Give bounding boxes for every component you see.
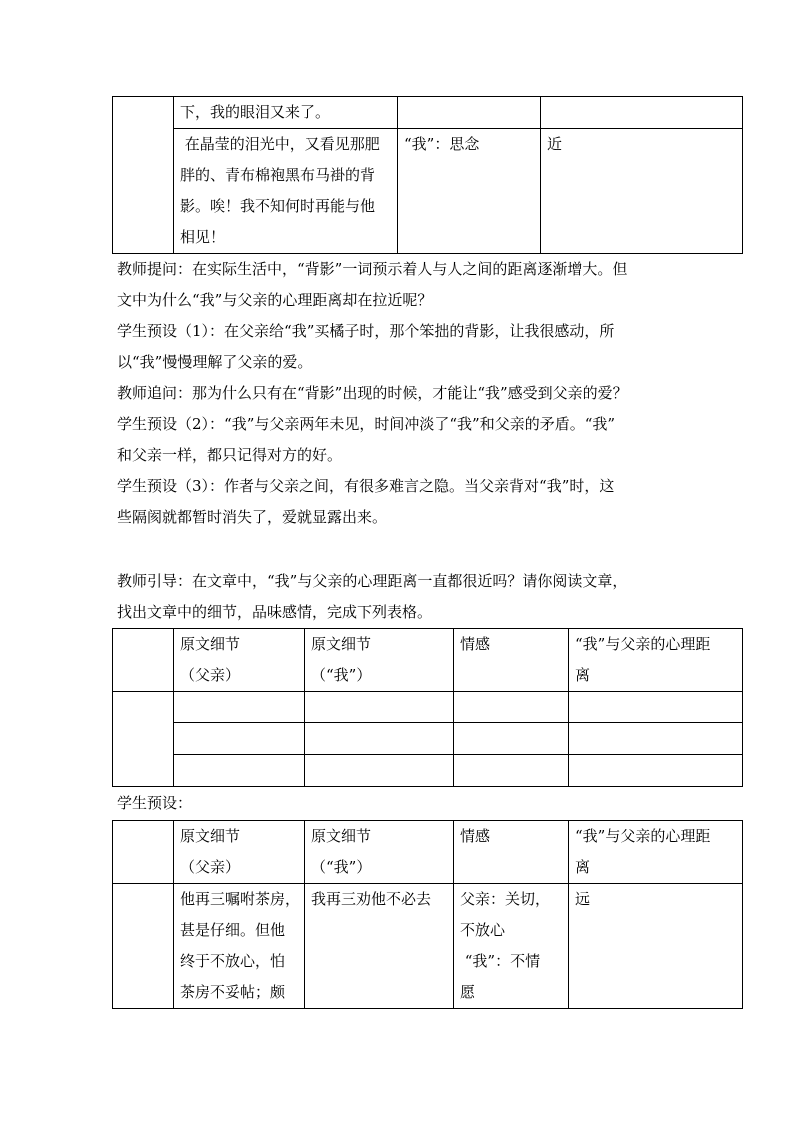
emotion-cell: “我”：思念 <box>398 129 541 254</box>
distance-cell <box>541 97 743 129</box>
section-cell <box>113 884 174 1009</box>
table-row <box>113 755 743 787</box>
distance-cell: 近 <box>541 129 743 254</box>
teacher-followup: 教师追问：那为什么只有在“背影”出现的时候，才能让“我”感受到父亲的爱？ <box>117 384 628 402</box>
detail-cell: 下，我的眼泪又来了。 <box>174 97 398 129</box>
table-continued <box>112 96 743 254</box>
blank-cell[interactable] <box>454 723 569 755</box>
header-father-detail: 原文细节 （父亲） <box>174 821 305 884</box>
table-row <box>113 723 743 755</box>
student-preset-2: 学生预设（2）：“我”与父亲两年未见，时间冲淡了“我”和父亲的矛盾。“我” 和父亲一样，都只记得对方的好。 <box>117 415 616 464</box>
blank-cell[interactable] <box>305 755 454 787</box>
blank-cell[interactable] <box>305 692 454 723</box>
table-row <box>113 884 743 1009</box>
table-header-row <box>113 821 743 884</box>
emotion-cell <box>398 97 541 129</box>
header-father-detail: 原文细节 （父亲） <box>174 629 305 692</box>
table-header-row <box>113 629 743 692</box>
header-distance: “我”与父亲的心理距 离 <box>569 629 743 692</box>
section-cell <box>113 97 174 254</box>
blank-cell[interactable] <box>174 723 305 755</box>
emotion-cell: 父亲：关切， 不放心 “我”：不情 愿 <box>454 884 569 1009</box>
blank-cell[interactable] <box>174 692 305 723</box>
header-cell-empty <box>113 629 174 692</box>
preset-table <box>112 820 743 1009</box>
table-row <box>113 97 743 129</box>
blank-cell[interactable] <box>305 723 454 755</box>
detail-cell: 在晶莹的泪光中，又看见那肥 胖的、青布棉袍黑布马褂的背 影。唉！我不知何时再能与他 相见！ <box>174 129 398 254</box>
header-emotion: 情感 <box>454 629 569 692</box>
distance-cell: 远 <box>569 884 743 1009</box>
blank-cell[interactable] <box>454 692 569 723</box>
header-me-detail: 原文细节 （“我”） <box>305 629 454 692</box>
me-detail-cell: 我再三劝他不必去 <box>305 884 454 1009</box>
blank-cell[interactable] <box>569 723 743 755</box>
header-cell-empty <box>113 821 174 884</box>
student-preset-label: 学生预设： <box>117 794 193 812</box>
father-detail-cell: 他再三嘱咐茶房， 甚是仔细。但他 终于不放心，怕 茶房不妥帖；颇 <box>174 884 305 1009</box>
header-emotion: 情感 <box>454 821 569 884</box>
teacher-guide: 教师引导：在文章中，“我”与父亲的心理距离一直都很近吗？请你阅读文章， 找出文章中的细节，品味感情，完成下列表格。 <box>117 572 628 621</box>
table-row <box>113 129 743 254</box>
student-preset-1: 学生预设（1）：在父亲给“我”买橘子时，那个笨拙的背影，让我很感动，所 以“我”慢慢理解了父亲的爱。 <box>117 322 615 371</box>
worksheet-table <box>112 628 743 787</box>
header-me-detail: 原文细节 （“我”） <box>305 821 454 884</box>
teacher-question: 教师提问：在实际生活中，“背影”一词预示着人与人之间的距离逐渐增大。但 文中为什么“我”与父亲的心理距离却在拉近呢？ <box>117 260 628 309</box>
student-preset-3: 学生预设（3）：作者与父亲之间，有很多难言之隐。当父亲背对“我”时，这 些隔阂就都暂时消失了，爱就显露出来。 <box>117 477 615 526</box>
table-row <box>113 692 743 723</box>
blank-cell[interactable] <box>569 692 743 723</box>
blank-cell[interactable] <box>454 755 569 787</box>
section-cell <box>113 692 174 787</box>
blank-cell[interactable] <box>569 755 743 787</box>
header-distance: “我”与父亲的心理距 离 <box>569 821 743 884</box>
blank-cell[interactable] <box>174 755 305 787</box>
